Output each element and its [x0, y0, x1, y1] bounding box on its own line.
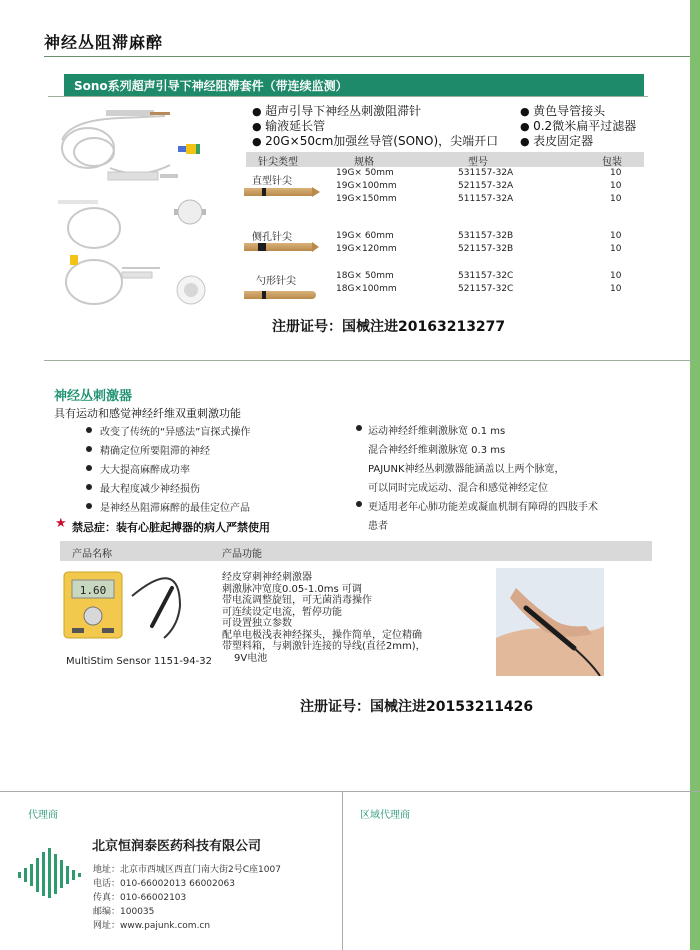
bullet-dot [86, 503, 92, 509]
package-cell: 10 [610, 194, 622, 204]
col-product-name: 产品名称 [72, 549, 112, 560]
device-display: 1.60 [79, 584, 107, 597]
model-cell: 521157-32B [458, 244, 514, 254]
contraindication-label: 禁忌症： [72, 521, 116, 534]
needle-point [312, 187, 320, 197]
function-item: 带塑料箱，与刺激针连接的导线(直径2mm)， [222, 641, 426, 652]
product-functions [222, 572, 426, 664]
benefit-item: 大大提高麻醉成功率 [86, 461, 250, 480]
section-divider [44, 360, 694, 361]
kit-divider [48, 96, 648, 97]
benefit-item: 精确定位所要阻滞的神经 [86, 442, 250, 461]
product-name: MultiStim Sensor 1151-94-32 [66, 656, 212, 667]
package-cell: 10 [610, 168, 622, 178]
model-cell: 521157-32C [458, 284, 514, 294]
kit-feature: ● 黄色导管接头 [520, 104, 606, 118]
tip-type-label: 直型针尖 [252, 176, 292, 187]
spec-cell: 19G×120mm [336, 244, 397, 254]
spec-cell: 19G× 50mm [336, 168, 394, 178]
contact-line: 邮编：100035 [93, 907, 155, 917]
skin-fixator-icon [177, 276, 205, 304]
kit-title-bar [64, 74, 644, 96]
bullet-dot [86, 484, 92, 490]
kit-feature: ● 表皮固定器 [520, 134, 594, 148]
kit-features-left [252, 102, 498, 147]
stimulator-registration-number: 注册证号：国械注进20153211426 [300, 699, 534, 715]
side-hole-tip-needle-icon [244, 243, 314, 251]
contact-line: 地址：北京市西城区西直门南大街2号C座1007 [93, 865, 281, 875]
website-link[interactable]: 网址：www.pajunk.com.cn [93, 921, 211, 931]
tip-type-label: 侧孔针尖 [252, 232, 292, 243]
contact-line: 传真：010-66002103 [93, 893, 187, 903]
model-cell: 531157-32B [458, 231, 514, 241]
tip-type-label: 勺形针尖 [256, 276, 296, 287]
bullet-dot [86, 427, 92, 433]
function-item: 带电流调整旋钮，可无菌消毒操作 [222, 595, 372, 606]
indication-line: 更适用老年心肺功能差或凝血机制有障碍的四肢手术 [368, 502, 598, 513]
title-divider [44, 56, 690, 57]
col-product-function: 产品功能 [222, 549, 262, 560]
kit-feature: ● 0.2微米扁平过滤器 [520, 119, 637, 133]
package-cell: 10 [610, 231, 622, 241]
kit-product-image [50, 100, 240, 315]
package-cell: 10 [610, 244, 622, 254]
kit-feature: ● 超声引导下神经丛刺激阻滞针 [252, 104, 422, 118]
col-package: 包装 [602, 157, 622, 168]
contraindication [72, 519, 270, 535]
package-cell: 10 [610, 181, 622, 191]
spoon-tip-needle-icon [244, 291, 316, 299]
filter-icon [174, 200, 206, 224]
regional-agent-label: 区域代理商 [360, 810, 410, 821]
bullet-dot [356, 425, 362, 431]
company-name: 北京恒润泰医药科技有限公司 [92, 839, 262, 854]
model-cell: 521157-32A [458, 181, 514, 191]
model-cell: 511157-32A [458, 194, 514, 204]
col-spec: 规格 [354, 157, 374, 168]
footer-divider [0, 791, 700, 792]
kit-feature: ● 输液延长管 [252, 119, 326, 133]
spec-table-header [246, 152, 644, 167]
probe-icon [152, 588, 172, 626]
needle-marker [258, 243, 266, 251]
kit-registration-number: 注册证号：国械注进20163213277 [272, 319, 506, 335]
function-item: 经皮穿刺神经刺激器 [222, 572, 312, 583]
straight-tip-needle-icon [244, 188, 314, 196]
bullet-dot [86, 465, 92, 471]
function-item: 9V电池 [234, 652, 268, 664]
needle-marker [262, 291, 266, 299]
product-table-header [60, 541, 652, 561]
spec-cell: 18G× 50mm [336, 271, 394, 281]
spec-cell: 19G×150mm [336, 194, 397, 204]
col-model: 型号 [468, 157, 488, 168]
page-title: 神经丛阻滞麻醉 [44, 33, 164, 52]
yellow-connector-icon [178, 144, 200, 154]
bullet-dot [86, 446, 92, 452]
benefit-item: 最大程度减少神经损伤 [86, 480, 250, 499]
spec-cell: 19G×100mm [336, 181, 397, 191]
model-cell: 531157-32C [458, 271, 514, 281]
kit-title: Sono系列超声引导下神经阻滞套件（带连续监测） [74, 79, 348, 93]
indication-line: 患者 [368, 521, 388, 532]
function-item: 可设置独立参数 [222, 618, 292, 629]
company-logo-icon [18, 848, 82, 898]
col-tip-type: 针尖类型 [258, 157, 298, 168]
footer-column-divider [342, 791, 343, 950]
function-item: 刺激脉冲宽度0.05-1.0ms 可调 [222, 583, 362, 595]
pulse-width-line: 运动神经纤维刺激脉宽 0.1 ms [368, 426, 506, 437]
stimulator-title: 神经丛刺激器 [54, 389, 133, 404]
kit-features-right [520, 102, 636, 147]
stimulator-device-image [60, 566, 210, 646]
side-stripe [690, 0, 700, 950]
needle-marker [262, 188, 266, 196]
benefit-item: 是神经丛阻滞麻醉的最佳定位产品 [86, 499, 250, 518]
stimulator-benefits [86, 423, 250, 518]
agent-label: 代理商 [28, 810, 58, 821]
knob-icon [84, 607, 102, 625]
contact-line: 电话：010-66002013 66002063 [93, 879, 235, 889]
stimulator-subtitle: 具有运动和感觉神经纤维双重刺激功能 [54, 407, 241, 420]
package-cell: 10 [610, 284, 622, 294]
spec-cell: 18G×100mm [336, 284, 397, 294]
package-cell: 10 [610, 271, 622, 281]
function-item: 配单电极浅表神经探头，操作简单，定位精确 [222, 629, 422, 641]
coverage-line: 可以同时完成运动、混合和感觉神经定位 [368, 483, 548, 494]
contraindication-text: 装有心脏起搏器的病人严禁使用 [116, 521, 270, 534]
coverage-line: PAJUNK神经丛刺激器能涵盖以上两个脉宽， [368, 464, 565, 475]
bullet-dot [356, 501, 362, 507]
warning-star-icon: ★ [55, 516, 67, 531]
function-item: 可连续设定电流，暂停功能 [222, 606, 342, 618]
needle-point [312, 242, 319, 252]
spec-cell: 19G× 60mm [336, 231, 394, 241]
usage-photo [496, 568, 604, 676]
pulse-width-line: 混合神经纤维刺激脉宽 0.3 ms [368, 445, 506, 456]
kit-feature: ● 20G×50cm加强丝导管(SONO)，尖端开口 [252, 134, 499, 148]
benefit-item: 改变了传统的“异感法”盲探式操作 [86, 423, 250, 442]
model-cell: 531157-32A [458, 168, 514, 178]
